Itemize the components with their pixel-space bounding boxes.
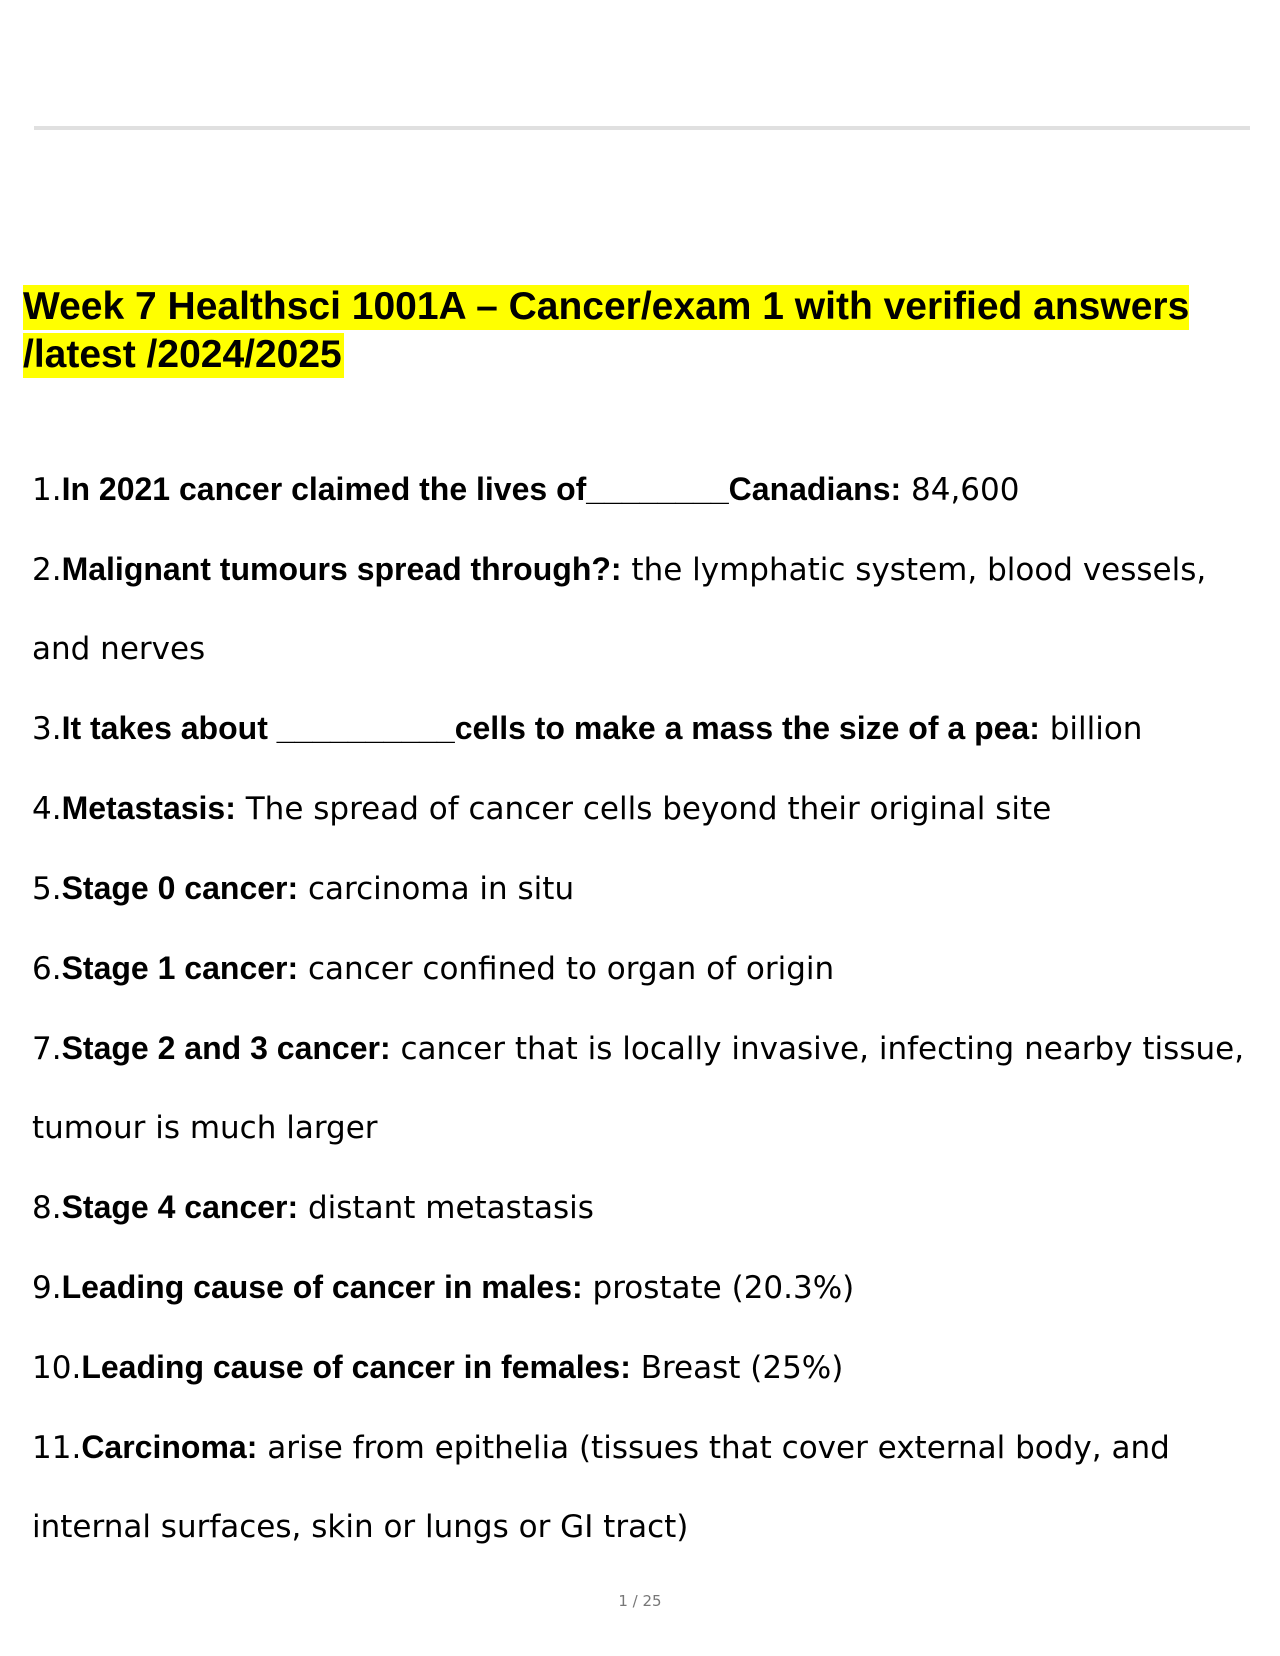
- header-divider: [34, 126, 1250, 130]
- item-number: 10.: [32, 1350, 82, 1386]
- item-question: Leading cause of cancer in females:: [81, 1349, 631, 1385]
- item-question: In 2021 cancer claimed the lives of________Canadians:: [61, 471, 902, 507]
- list-item: [32, 1328, 1252, 1408]
- item-question: It takes about __________cells to make a mass the size of a pea:: [61, 710, 1040, 746]
- item-question: Stage 1 cancer:: [61, 950, 299, 986]
- item-answer: the lymphatic system, blood vessels, and nerves: [32, 552, 1207, 667]
- item-question: Malignant tumours spread through?:: [61, 551, 622, 587]
- list-item: [32, 929, 1252, 1009]
- item-number: 4.: [32, 791, 62, 827]
- item-question: Leading cause of cancer in males:: [61, 1269, 583, 1305]
- item-number: 8.: [32, 1190, 62, 1226]
- item-number: 5.: [32, 871, 62, 907]
- item-answer: The spread of cancer cells beyond their original site: [235, 791, 1052, 827]
- item-answer: Breast (25%): [630, 1350, 844, 1386]
- item-question: Metastasis:: [61, 790, 236, 826]
- item-number: 1.: [32, 472, 62, 508]
- item-answer: arise from epithelia (tissues that cover external body, and internal surfaces, skin or lungs or GI tract): [32, 1430, 1170, 1545]
- item-number: 2.: [32, 552, 62, 588]
- item-question: Stage 4 cancer:: [61, 1189, 299, 1225]
- item-number: 3.: [32, 711, 62, 747]
- highlighted-title-text: Week 7 Healthsci 1001A – Cancer/exam 1 with verified answers /latest /2024/2025: [23, 285, 1190, 376]
- list-item: [32, 1009, 1252, 1168]
- item-number: 9.: [32, 1270, 62, 1306]
- document-title: [23, 283, 1273, 379]
- item-answer: carcinoma in situ: [298, 871, 575, 907]
- item-answer: cancer confined to organ of origin: [298, 951, 835, 987]
- list-item: [32, 689, 1252, 769]
- list-item: [32, 1248, 1252, 1328]
- item-number: 11.: [32, 1430, 82, 1466]
- page-indicator: 1 / 25: [618, 1592, 662, 1610]
- item-question: Stage 2 and 3 cancer:: [61, 1030, 391, 1066]
- item-answer: distant metastasis: [298, 1190, 594, 1226]
- item-answer: cancer that is locally invasive, infecting nearby tissue, tumour is much larger: [32, 1031, 1245, 1146]
- list-item: [32, 530, 1252, 689]
- list-item: [32, 849, 1252, 929]
- item-question: Carcinoma:: [81, 1429, 258, 1465]
- item-number: 6.: [32, 951, 62, 987]
- list-item: [32, 1408, 1252, 1567]
- item-answer: 84,600: [901, 472, 1020, 508]
- list-item: [32, 769, 1252, 849]
- list-item: [32, 1168, 1252, 1248]
- item-question: Stage 0 cancer:: [61, 870, 299, 906]
- item-answer: prostate (20.3%): [582, 1270, 855, 1306]
- list-item: [32, 450, 1252, 530]
- item-number: 7.: [32, 1031, 62, 1067]
- item-answer: billion: [1039, 711, 1143, 747]
- question-list: [32, 450, 1252, 1567]
